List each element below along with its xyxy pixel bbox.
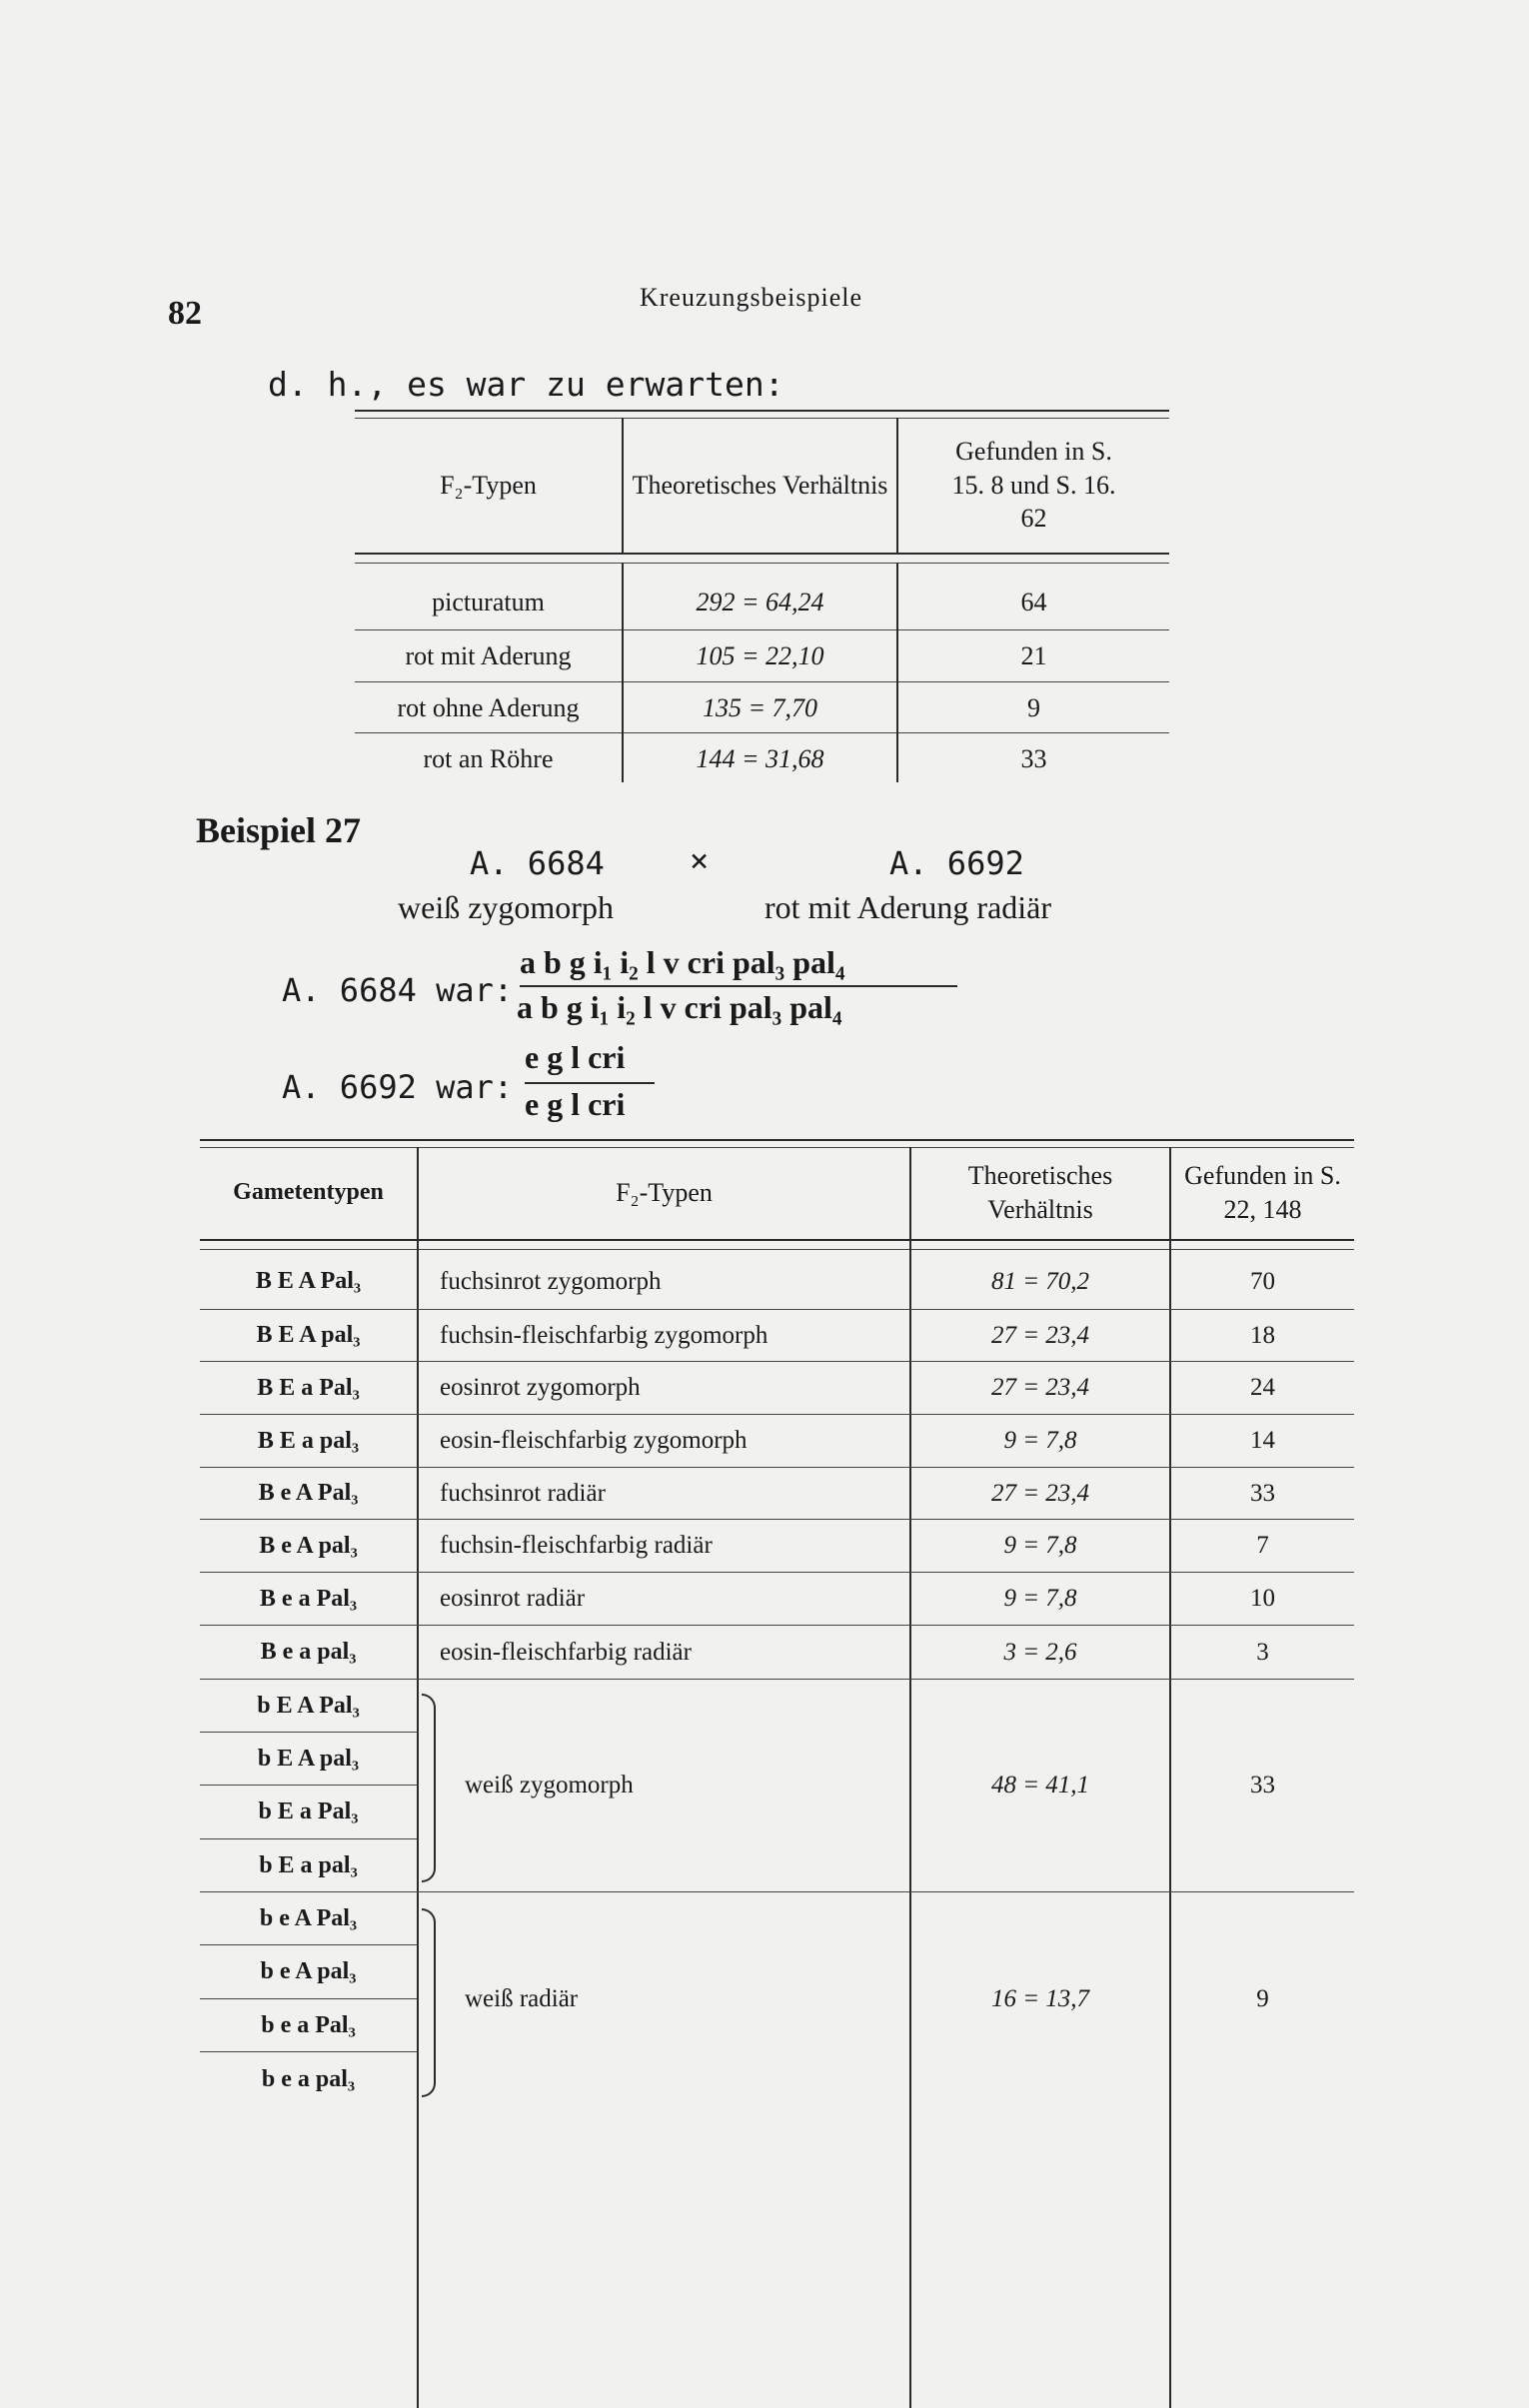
t2-header-ratio: Theoretisches Verhältnis [967,1161,1113,1224]
formula-a-numerator: a b g i₁ i₂ l v cri pal₃ pal₄ [520,944,845,980]
t1-row-ratio: 292 = 64,24 [696,587,824,616]
formula-a-denominator: a b g i₁ i₂ l v cri pal₃ pal₄ [517,989,842,1025]
t1-header-ratio: Theoretisches Verhältnis [632,470,888,500]
t2-gamete: B e A pal₃ [259,1532,358,1559]
t2-found: 3 [1256,1638,1269,1666]
t2-gamete: B e a pal₃ [260,1639,357,1666]
parent-b-desc: rot mit Aderung radiär [764,889,1052,925]
formula-b-label: A. 6692 war: [282,1068,514,1106]
t2-type: fuchsin-fleischfarbig zygomorph [440,1321,768,1349]
t1-row-type: rot mit Aderung [405,641,572,671]
t2-gamete: b E A Pal₃ [257,1692,360,1719]
t1-row-type: rot ohne Aderung [397,692,580,722]
t2-header-found: Gefunden in S. 22, 148 [1184,1161,1341,1224]
formula-b-numerator: e g l cri [525,1039,626,1075]
t2-ratio: 27 = 23,4 [990,1321,1090,1349]
parent-a-desc: weiß zygomorph [398,889,614,925]
t2-ratio: 27 = 23,4 [990,1479,1090,1507]
t2-ratio: 3 = 2,6 [1003,1638,1077,1666]
t2-ratio: 9 = 7,8 [1003,1427,1077,1455]
t2-ratio: 27 = 23,4 [990,1374,1090,1402]
t2-gamete: B E a Pal₃ [257,1374,360,1401]
t1-row-found: 9 [1027,692,1040,722]
t2-gamete: B e a Pal₃ [259,1585,358,1612]
t2-gamete: b E a Pal₃ [258,1799,359,1825]
formula-a-label: A. 6684 war: [282,971,514,1009]
t1-row-ratio: 144 = 31,68 [696,744,824,774]
parent-a: A. 6684 [470,844,605,882]
t2-type: fuchsinrot radiär [440,1479,606,1507]
t1-row-ratio: 135 = 7,70 [702,692,818,722]
t2-group-type: weiß radiär [465,1985,579,2013]
t2-ratio: 9 = 7,8 [1003,1532,1077,1560]
t2-type: fuchsinrot zygomorph [440,1267,662,1295]
intro-text: d. h., es war zu erwarten: [268,365,784,404]
page-number: 82 [168,295,202,332]
t1-header-types: F₂-Typen [440,470,537,500]
t2-group-type: weiß zygomorph [465,1772,634,1800]
t1-header-found: Gefunden in S. 15. 8 und S. 16. 62 [951,436,1116,534]
t2-gamete: b e A Pal₃ [259,1904,358,1931]
t2-found: 7 [1256,1532,1269,1560]
t2-type: fuchsin-fleischfarbig radiär [440,1532,713,1560]
t2-gamete: B E a pal₃ [257,1427,360,1454]
t2-gamete: b E A pal₃ [257,1745,360,1772]
example-title: Beispiel 27 [196,810,362,850]
parent-b: A. 6692 [889,844,1024,882]
t2-group-found: 9 [1256,1985,1269,2013]
t2-found: 10 [1250,1585,1275,1613]
t2-type: eosinrot zygomorph [440,1374,641,1402]
running-title: Kreuzungsbeispiele [640,283,863,312]
t2-group-found: 33 [1250,1772,1275,1800]
t2-gamete: b E a pal₃ [259,1851,358,1878]
t2-gamete: B E A Pal₃ [255,1268,362,1295]
t2-found: 24 [1250,1374,1275,1402]
t2-ratio: 81 = 70,2 [990,1267,1090,1295]
t1-row-found: 21 [1020,641,1047,671]
t2-header-types: F₂-Typen [616,1178,713,1208]
t2-gamete: b e a pal₃ [261,2065,356,2092]
group-brace [422,1908,436,2097]
cross-symbol: × [690,841,710,879]
t2-found: 14 [1250,1427,1275,1455]
t2-found: 70 [1250,1267,1275,1295]
t2-group-ratio: 16 = 13,7 [990,1985,1090,2013]
formula-b-denominator: e g l cri [525,1086,626,1122]
t1-row-type: rot an Röhre [423,744,554,774]
t1-row-found: 64 [1020,587,1047,616]
t2-gamete: b e A pal₃ [260,1958,357,1985]
t2-type: eosin-fleischfarbig zygomorph [440,1427,748,1455]
t2-gamete: B e A Pal₃ [258,1480,359,1507]
t2-type: eosin-fleischfarbig radiär [440,1638,692,1666]
t2-ratio: 9 = 7,8 [1003,1585,1077,1613]
t2-gamete: b e a Pal₃ [261,2011,356,2038]
t1-row-ratio: 105 = 22,10 [696,641,824,671]
t2-type: eosinrot radiär [440,1585,586,1613]
t2-gamete: B E A pal₃ [256,1322,361,1349]
t2-found: 33 [1250,1479,1275,1507]
t2-found: 18 [1250,1321,1275,1349]
t1-row-type: picturatum [432,587,545,616]
t2-header-gametes: Gametentypen [233,1179,384,1206]
group-brace [422,1694,436,1882]
t1-row-found: 33 [1020,744,1047,774]
t2-group-ratio: 48 = 41,1 [990,1772,1090,1800]
